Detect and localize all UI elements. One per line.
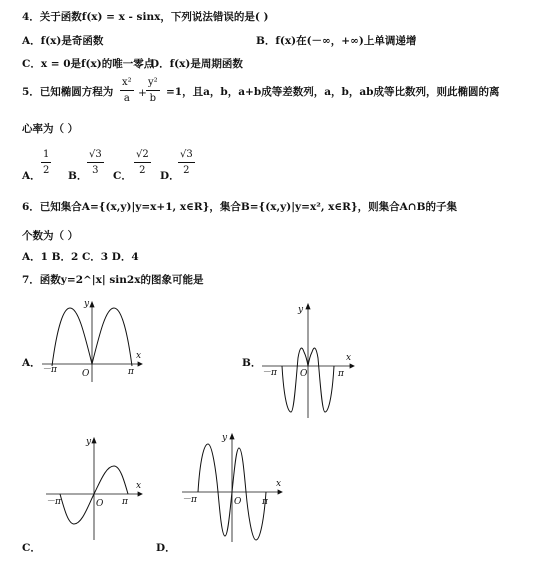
q5-option-c-den: 2: [139, 165, 146, 176]
graph-b-origin: O: [300, 369, 308, 379]
q7-option-b-label[interactable]: B．: [242, 357, 262, 369]
q7-graph-d[interactable]: [178, 430, 288, 545]
q5-fraction-y-den: b: [149, 93, 157, 104]
q7-option-c-label[interactable]: C．: [22, 542, 41, 554]
q5-option-a-value[interactable]: [41, 149, 51, 176]
graph-a-axes: [42, 302, 142, 382]
graph-b-pi: π: [338, 369, 344, 379]
graph-a-origin: O: [82, 369, 90, 379]
q7-graph-c[interactable]: [42, 432, 152, 542]
q5-option-a-label[interactable]: A．: [22, 170, 41, 182]
q5-fraction-y-num: y²: [148, 77, 158, 88]
q7-option-d-label[interactable]: D．: [156, 542, 176, 554]
graph-a-y-label: y: [84, 299, 90, 309]
q5-option-c-value[interactable]: [134, 149, 151, 176]
q5-plus: +: [138, 87, 147, 99]
graph-d-pi: π: [262, 497, 268, 507]
q5-stem-rest: =1，且a，b，a+b成等差数列，a，b，ab成等比数列，则此椭圆的离: [166, 86, 500, 98]
graph-a-pi: π: [128, 367, 134, 377]
q5-option-d-value[interactable]: [178, 149, 195, 176]
q5-stem-line2: 心率为（ ）: [22, 123, 79, 135]
q5-option-a-den: 2: [43, 165, 50, 176]
q6-options[interactable]: A．1 B．2 C．3 D．4: [22, 251, 139, 263]
graph-c-axes: [46, 438, 142, 540]
q4-option-d[interactable]: D．f(x)是周期函数: [150, 58, 243, 70]
q5-option-d-num: √3: [180, 149, 193, 160]
q5-option-b-value[interactable]: [87, 149, 104, 176]
q5-option-d-den: 2: [183, 165, 190, 176]
q4-option-b[interactable]: B．f(x)在(－∞，+∞)上单调递增: [256, 35, 417, 47]
q4-option-c[interactable]: C．x = 0是f(x)的唯一零点: [22, 58, 155, 70]
graph-c-neg-pi: －π: [46, 497, 61, 507]
q6-stem: 6．已知集合A={(x,y)|y=x+1, x∈R}，集合B={(x,y)|y=x², x∈R}，则集合A∩B的子集: [22, 201, 457, 213]
q5-option-c-num: √2: [136, 149, 149, 160]
q5-option-b-den: 3: [92, 165, 99, 176]
graph-d-neg-pi: －π: [182, 495, 197, 505]
graph-d-y-label: y: [222, 433, 228, 443]
q7-graph-a[interactable]: [38, 296, 148, 386]
graph-a-x-label: x: [136, 351, 142, 361]
graph-d-x-label: x: [276, 479, 282, 489]
q5-option-c-label[interactable]: C．: [113, 170, 132, 182]
q5-fraction-x-num: x²: [122, 77, 132, 88]
graph-b-x-label: x: [346, 353, 352, 363]
graph-b-y-label: y: [298, 305, 304, 315]
q5-stem-prefix: 5．已知椭圆方程为: [22, 86, 114, 98]
q4-stem: 4．关于函数f(x) = x - sinx，下列说法错误的是( ): [22, 11, 269, 23]
q5-fraction-y: [146, 77, 160, 104]
graph-c-x-label: x: [136, 481, 142, 491]
graph-c-y-label: y: [86, 437, 92, 447]
q4-option-a[interactable]: A．f(x)是奇函数: [22, 35, 104, 47]
q5-option-b-label[interactable]: B．: [68, 170, 88, 182]
q5-fraction-x: [120, 77, 134, 104]
graph-b-axes: [262, 304, 354, 418]
graph-d-origin: O: [234, 497, 242, 507]
q7-stem: 7．函数y=2^|x| sin2x的图象可能是: [22, 274, 204, 286]
graph-a-neg-pi: －π: [42, 365, 57, 375]
graph-c-pi: π: [122, 497, 128, 507]
graph-c-origin: O: [96, 499, 104, 509]
q5-option-b-num: √3: [89, 149, 102, 160]
q5-fraction-x-den: a: [123, 93, 130, 104]
q7-option-a-label[interactable]: A．: [22, 357, 41, 369]
q5-option-a-num: 1: [43, 149, 50, 160]
q5-option-d-label[interactable]: D．: [160, 170, 180, 182]
q7-graph-b[interactable]: [258, 300, 358, 420]
graph-b-neg-pi: －π: [262, 368, 277, 378]
q6-stem-line2: 个数为（ ）: [22, 230, 79, 242]
